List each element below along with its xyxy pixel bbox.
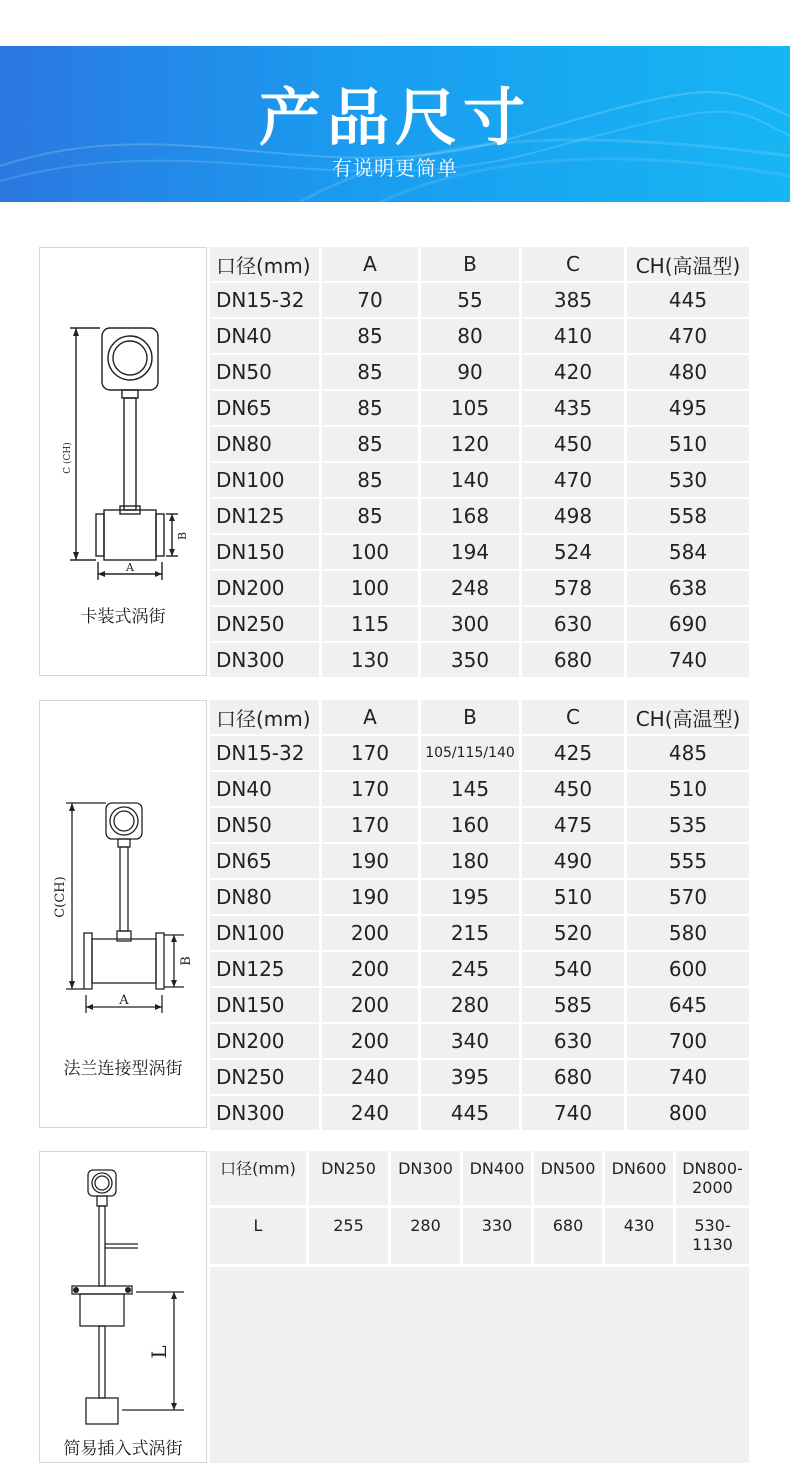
table-cell: 255	[309, 1208, 388, 1264]
table-cell: 160	[421, 808, 519, 842]
table-cell: 520	[522, 916, 624, 950]
table-cell: 680	[522, 1060, 624, 1094]
table-cell: 85	[322, 319, 418, 353]
table-cell: 145	[421, 772, 519, 806]
figure-caption-insertion: 简易插入式涡街	[63, 1439, 183, 1459]
table-cell: 170	[322, 772, 418, 806]
section-insertion-type	[39, 1151, 749, 1463]
row-label: DN65	[210, 391, 319, 425]
table-cell: 200	[322, 1024, 418, 1058]
dim-label-a: A	[126, 561, 134, 574]
table-cell: 410	[522, 319, 624, 353]
table-cell: 215	[421, 916, 519, 950]
table-cell: 194	[421, 535, 519, 569]
row-label: DN40	[210, 772, 319, 806]
table-cell: 200	[322, 916, 418, 950]
row-label: DN300	[210, 1096, 319, 1130]
column-header: DN300	[391, 1151, 460, 1205]
table-cell: 498	[522, 499, 624, 533]
table-cell: 105/115/140	[421, 736, 519, 770]
table-cell: 485	[627, 736, 749, 770]
table-cell: 510	[627, 427, 749, 461]
figure-caption-clamp: 卡装式涡街	[80, 607, 166, 627]
table-cell: 490	[522, 844, 624, 878]
table-cell: 690	[627, 607, 749, 641]
table-cell: 420	[522, 355, 624, 389]
row-label: DN15-32	[210, 736, 319, 770]
dim-label-c: C (CH)	[63, 442, 73, 474]
table-cell: 600	[627, 952, 749, 986]
page-title: 产品尺寸	[258, 81, 531, 154]
table-cell: 90	[421, 355, 519, 389]
table-cell: 170	[322, 808, 418, 842]
column-header: DN400	[463, 1151, 531, 1205]
row-label: DN250	[210, 607, 319, 641]
column-header: DN600	[605, 1151, 673, 1205]
table-cell: 540	[522, 952, 624, 986]
table-cell: 180	[421, 844, 519, 878]
row-label: DN15-32	[210, 283, 319, 317]
table-cell: 190	[322, 880, 418, 914]
table-cell: 85	[322, 391, 418, 425]
table-cell: 85	[322, 427, 418, 461]
dim-label-b: B	[179, 956, 194, 966]
table-cell: 168	[421, 499, 519, 533]
table-cell: 578	[522, 571, 624, 605]
table-cell: 330	[463, 1208, 531, 1264]
table-cell: 740	[627, 1060, 749, 1094]
column-header: DN800- 2000	[676, 1151, 749, 1205]
row-label: DN100	[210, 463, 319, 497]
table-cell: 280	[421, 988, 519, 1022]
insertion-flowmeter-drawing	[40, 1152, 208, 1464]
dim-label-c: C(CH)	[53, 876, 68, 918]
table-cell: 130	[322, 643, 418, 677]
section-clamp-type	[39, 247, 749, 676]
row-label: DN125	[210, 499, 319, 533]
column-header: 口径(mm)	[210, 700, 319, 734]
row-label: DN100	[210, 916, 319, 950]
table-cell: 170	[322, 736, 418, 770]
table-cell: 445	[627, 283, 749, 317]
table-cell: 510	[627, 772, 749, 806]
row-label: DN250	[210, 1060, 319, 1094]
table-cell: 445	[421, 1096, 519, 1130]
table-cell: 140	[421, 463, 519, 497]
table-cell: 435	[522, 391, 624, 425]
column-header: DN500	[534, 1151, 602, 1205]
table-cell: 195	[421, 880, 519, 914]
table-cell: 480	[627, 355, 749, 389]
table-cell: 680	[534, 1208, 602, 1264]
table-cell: 470	[522, 463, 624, 497]
table-cell: 585	[522, 988, 624, 1022]
table-cell: 530	[627, 463, 749, 497]
column-header: A	[322, 247, 418, 281]
table-cell: 385	[522, 283, 624, 317]
table-cell: 85	[322, 499, 418, 533]
row-label: DN65	[210, 844, 319, 878]
section-flange-type	[39, 700, 749, 1128]
table-cell: 200	[322, 988, 418, 1022]
dim-label-b: B	[176, 531, 189, 541]
table-cell: 580	[627, 916, 749, 950]
table-cell: 80	[421, 319, 519, 353]
row-label: DN50	[210, 355, 319, 389]
table-cell: 240	[322, 1096, 418, 1130]
page-subtitle: 有说明更简单	[332, 156, 458, 180]
table-cell: 120	[421, 427, 519, 461]
table-cell: 510	[522, 880, 624, 914]
table-cell: 645	[627, 988, 749, 1022]
table-cell: 555	[627, 844, 749, 878]
table-cell: 115	[322, 607, 418, 641]
row-label: DN80	[210, 427, 319, 461]
table-cell: 425	[522, 736, 624, 770]
row-label: DN150	[210, 535, 319, 569]
table-cell: 535	[627, 808, 749, 842]
table-cell: 350	[421, 643, 519, 677]
table-cell: 300	[421, 607, 519, 641]
row-label: DN200	[210, 1024, 319, 1058]
column-header: DN250	[309, 1151, 388, 1205]
row-label: DN150	[210, 988, 319, 1022]
table-cell: 700	[627, 1024, 749, 1058]
row-label: DN80	[210, 880, 319, 914]
row-label: DN200	[210, 571, 319, 605]
column-header: A	[322, 700, 418, 734]
table-cell: 190	[322, 844, 418, 878]
table-empty-area	[210, 1267, 749, 1463]
table-cell: 740	[627, 643, 749, 677]
row-label: DN300	[210, 643, 319, 677]
column-header: CH(高温型)	[627, 247, 749, 281]
table-cell: 630	[522, 1024, 624, 1058]
table-cell: 800	[627, 1096, 749, 1130]
figure-panel-insertion	[39, 1151, 207, 1463]
table-cell: 55	[421, 283, 519, 317]
column-header: B	[421, 247, 519, 281]
table-cell: 105	[421, 391, 519, 425]
table-cell: 524	[522, 535, 624, 569]
table-cell: 240	[322, 1060, 418, 1094]
table-cell: 100	[322, 571, 418, 605]
header-banner	[0, 46, 790, 202]
table-cell: 530- 1130	[676, 1208, 749, 1264]
row-label: L	[210, 1208, 306, 1264]
row-label: DN125	[210, 952, 319, 986]
column-header: 口径(mm)	[210, 1151, 306, 1205]
table-cell: 200	[322, 952, 418, 986]
table-cell: 395	[421, 1060, 519, 1094]
table-cell: 584	[627, 535, 749, 569]
column-header: C	[522, 700, 624, 734]
table-cell: 450	[522, 772, 624, 806]
table-cell: 248	[421, 571, 519, 605]
table-cell: 680	[522, 643, 624, 677]
table-cell: 70	[322, 283, 418, 317]
figure-panel-clamp	[39, 247, 207, 676]
table-cell: 495	[627, 391, 749, 425]
table-cell: 740	[522, 1096, 624, 1130]
table-cell: 280	[391, 1208, 460, 1264]
table-cell: 638	[627, 571, 749, 605]
column-header: CH(高温型)	[627, 700, 749, 734]
column-header: C	[522, 247, 624, 281]
table-cell: 85	[322, 463, 418, 497]
row-label: DN50	[210, 808, 319, 842]
row-label: DN40	[210, 319, 319, 353]
table-cell: 630	[522, 607, 624, 641]
dim-label-a: A	[119, 993, 129, 1008]
figure-caption-flange: 法兰连接型涡街	[63, 1059, 183, 1079]
table-cell: 340	[421, 1024, 519, 1058]
table-cell: 100	[322, 535, 418, 569]
table-cell: 570	[627, 880, 749, 914]
table-cell: 470	[627, 319, 749, 353]
dim-label-l: L	[147, 1345, 171, 1359]
table-cell: 430	[605, 1208, 673, 1264]
table-cell: 245	[421, 952, 519, 986]
table-cell: 558	[627, 499, 749, 533]
figure-panel-flange	[39, 700, 207, 1128]
table-cell: 450	[522, 427, 624, 461]
table-cell: 85	[322, 355, 418, 389]
column-header: B	[421, 700, 519, 734]
table-cell: 475	[522, 808, 624, 842]
column-header: 口径(mm)	[210, 247, 319, 281]
